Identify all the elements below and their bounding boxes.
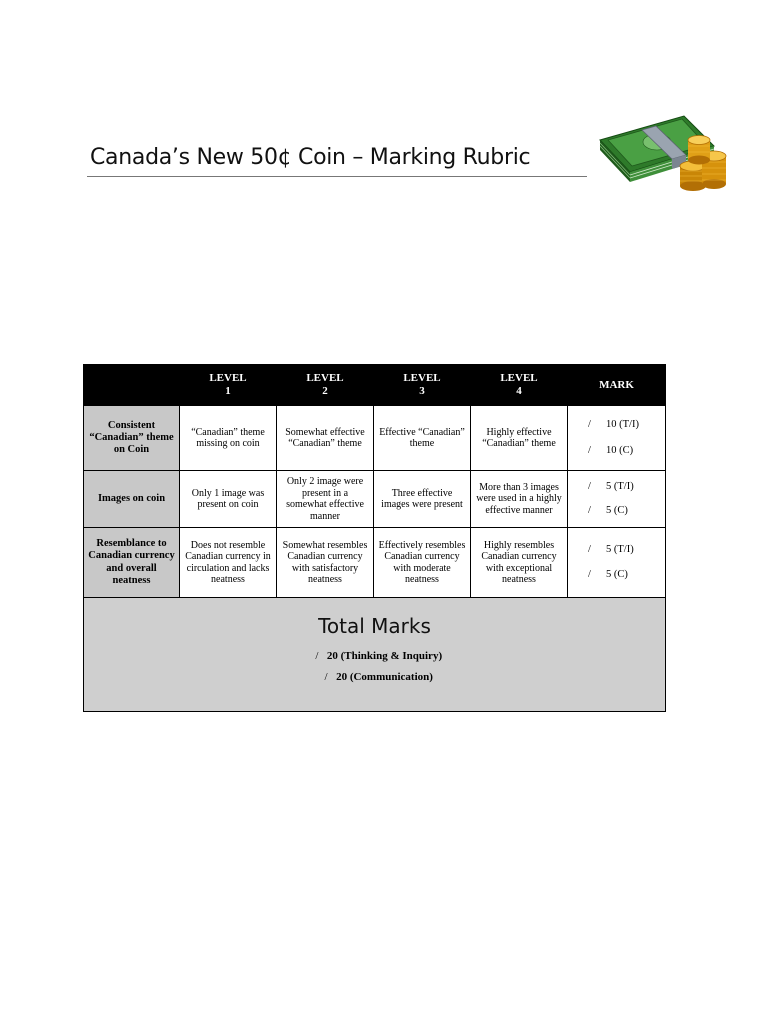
header-level-number: 4 bbox=[516, 385, 522, 397]
mark-cell bbox=[568, 528, 666, 598]
level-3-descriptor: Effectively resembles Canadian currency with moderate neatness bbox=[374, 528, 471, 598]
rubric-row-images bbox=[84, 471, 666, 528]
header-level-label: LEVEL bbox=[403, 372, 441, 385]
header-level-number: 2 bbox=[322, 385, 328, 397]
mark-line: / 5 (C) bbox=[588, 568, 628, 580]
level-2-descriptor: Somewhat effective “Canadian” theme bbox=[277, 406, 374, 471]
mark-line: / 5 (T/I) bbox=[588, 480, 634, 492]
header-mark-label: MARK bbox=[599, 378, 634, 391]
total-marks-title: Total Marks bbox=[318, 614, 431, 639]
header-level-3 bbox=[374, 365, 471, 406]
header-level-label: LEVEL bbox=[306, 372, 344, 385]
level-2-descriptor: Somewhat resembles Canadian currency with satisfactory neatness bbox=[277, 528, 374, 598]
header-blank-cell bbox=[84, 365, 180, 406]
level-4-descriptor: Highly effective “Canadian” theme bbox=[471, 406, 568, 471]
level-3-descriptor: Effective “Canadian” theme bbox=[374, 406, 471, 471]
total-line-thinking: / 20 (Thinking & Inquiry) bbox=[315, 650, 443, 663]
level-1-descriptor: “Canadian” theme missing on coin bbox=[180, 406, 277, 471]
level-1-descriptor: Does not resemble Canadian currency in circulation and lacks neatness bbox=[180, 528, 277, 598]
mark-line: / 5 (C) bbox=[588, 505, 628, 516]
mark-line: / 10 (C) bbox=[588, 445, 634, 456]
criterion-cell: Consistent “Canadian” theme on Coin bbox=[84, 406, 180, 471]
rubric-row-theme bbox=[84, 406, 666, 471]
marking-rubric-table bbox=[83, 364, 666, 712]
header-level-number: 3 bbox=[419, 385, 425, 397]
header-level-2 bbox=[277, 365, 374, 406]
criterion-cell: Resemblance to Canadian currency and overall neatness bbox=[84, 528, 180, 598]
header-level-label: LEVEL bbox=[500, 372, 538, 385]
rubric-header-row bbox=[84, 365, 666, 406]
title-underline bbox=[87, 176, 587, 177]
rubric-total-row bbox=[84, 598, 666, 712]
header-level-1 bbox=[180, 365, 277, 406]
rubric-row-resemblance bbox=[84, 528, 666, 598]
level-4-descriptor: More than 3 images were used in a highly effective manner bbox=[471, 471, 568, 528]
header-level-label: LEVEL bbox=[209, 372, 247, 385]
total-line-communication: / 20 (Communication) bbox=[324, 671, 433, 683]
mark-cell bbox=[568, 406, 666, 471]
level-2-descriptor: Only 2 image were present in a somewhat effective manner bbox=[277, 471, 374, 528]
header-level-4 bbox=[471, 365, 568, 406]
mark-cell bbox=[568, 471, 666, 528]
money-stack-and-coins-icon bbox=[592, 100, 732, 200]
total-marks-cell bbox=[84, 598, 666, 712]
level-4-descriptor: Highly resembles Canadian currency with exceptional neatness bbox=[471, 528, 568, 598]
level-3-descriptor: Three effective images were present bbox=[374, 471, 471, 528]
header-level-number: 1 bbox=[225, 385, 231, 397]
header-mark bbox=[568, 365, 666, 406]
level-1-descriptor: Only 1 image was present on coin bbox=[180, 471, 277, 528]
mark-line: / 10 (T/I) bbox=[588, 418, 639, 430]
mark-line: / 5 (T/I) bbox=[588, 544, 634, 556]
page-title: Canada’s New 50¢ Coin – Marking Rubric bbox=[90, 145, 531, 170]
criterion-cell: Images on coin bbox=[84, 471, 180, 528]
